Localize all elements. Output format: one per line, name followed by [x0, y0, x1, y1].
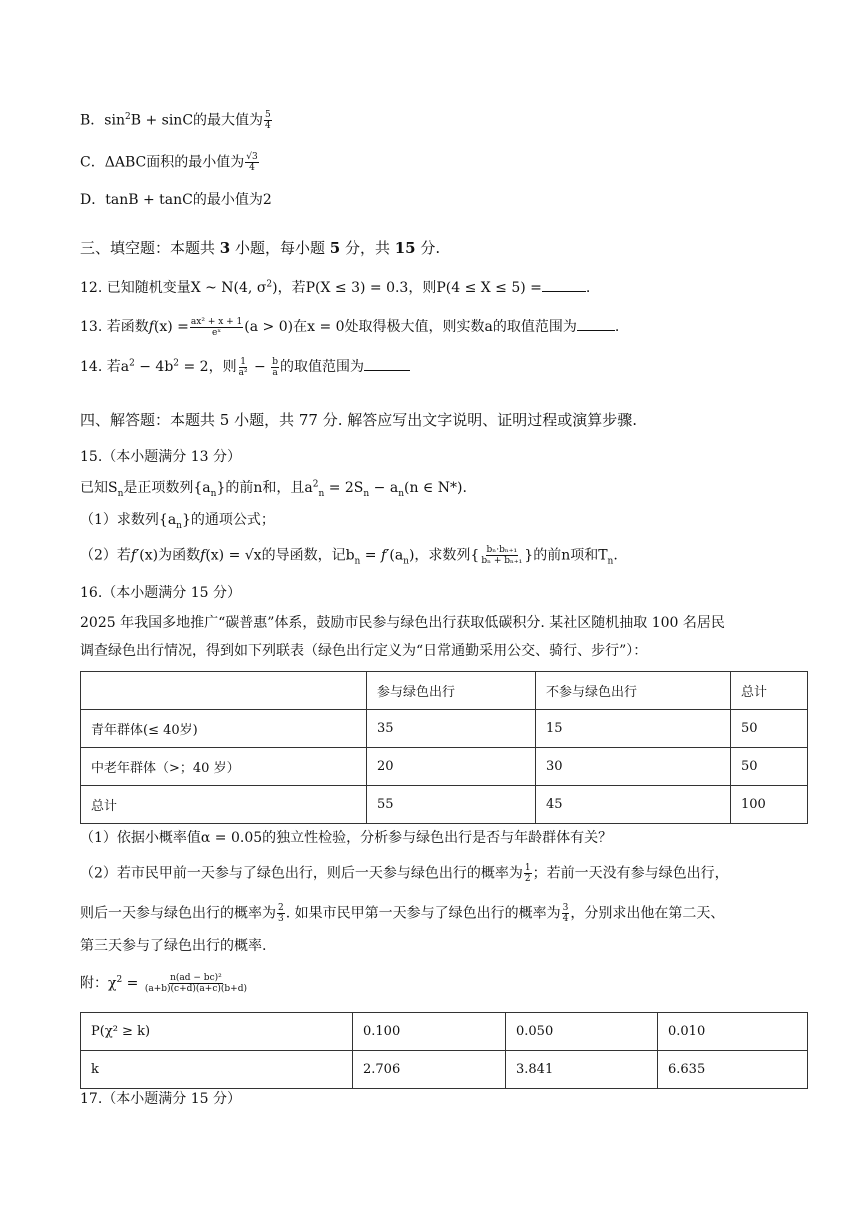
- critical-value-table: [80, 1012, 808, 1089]
- fraction-sqrt3-4: $\frac{√3}{4}$: [246, 152, 258, 173]
- section-3-heading: 三、填空题：本题共 3 小题，每小题 5 分，共 15 分.: [80, 239, 441, 257]
- table-row: [81, 1013, 808, 1051]
- table-cell: 35: [367, 710, 536, 748]
- fraction-sequence: $\frac{\text{bₙ·bₙ₊₁}}{\text{bₙ + bₙ₊₁}}$: [481, 545, 523, 566]
- table-header-row: [81, 672, 808, 710]
- table-row: [81, 748, 808, 786]
- table-cell: 0.100: [353, 1013, 506, 1051]
- table-cell: P(χ² ≥ k): [81, 1013, 353, 1051]
- option-d: D．tanB + tanC的最小值为2: [80, 192, 272, 208]
- table-cell: 55: [367, 786, 536, 824]
- question-12: 12. 已知随机变量X ~ N(4, $\sigma^2$)，若P(X ≤ 3) = 0.3，则P(4 ≤ X ≤ 5) = .: [80, 277, 590, 298]
- table-cell: 0.050: [506, 1013, 658, 1051]
- answer-blank[interactable]: [364, 356, 410, 371]
- fraction-2-3: $\frac{2}{3}$: [278, 903, 284, 924]
- table-cell: 30: [536, 748, 731, 786]
- option-c: C．ΔABC面积的最小值为 $\frac{√3}{4}$: [80, 152, 258, 173]
- question-15-title: 15.（本小题满分 13 分）: [80, 449, 241, 465]
- question-13: 13. 若函数f(x) = $\frac{\text{ax² + x + 1}}{\text{eˣ}}$ (a > 0)在x = 0处取得极大值，则实数a的取值范围为 .: [80, 316, 620, 338]
- question-16-intro-2: 调查绿色出行情况，得到如下列联表（绿色出行定义为“日常通勤采用公交、骑行、步行”）：: [80, 643, 648, 659]
- table-cell: 6.635: [658, 1051, 808, 1089]
- fraction-1-2: $\frac{1}{2}$: [524, 863, 531, 884]
- answer-blank[interactable]: [542, 277, 586, 292]
- table-cell: 0.010: [658, 1013, 808, 1051]
- table-header-cell: [81, 672, 367, 710]
- table-cell: 50: [731, 710, 808, 748]
- question-16-part-2-line-1: （2）若市民甲前一天参与了绿色出行，则后一天参与绿色出行的概率为 $\frac{1}{2}$ ；若前一天没有参与绿色出行，: [80, 863, 729, 884]
- question-16-title: 16.（本小题满分 15 分）: [80, 585, 241, 601]
- table-cell: 青年群体(≤ 40岁): [81, 710, 367, 748]
- question-16-intro-1: 2025 年我国多地推广“碳普惠”体系，鼓励市民参与绿色出行获取低碳积分. 某社区随机抽取 100 名居民: [80, 615, 725, 631]
- table-row: [81, 786, 808, 824]
- table-header-cell: 总计: [731, 672, 808, 710]
- question-15-part-1: （1）求数列$\{a_n\}$的通项公式；: [80, 512, 275, 531]
- fraction-3-4: $\frac{3}{4}$: [562, 903, 569, 924]
- question-16-part-2-line-2: 则后一天参与绿色出行的概率为 $\frac{2}{3}$ . 如果市民甲第一天参与了绿色出行的概率为 $\frac{3}{4}$ ，分别求出他在第二天、: [80, 903, 725, 924]
- table-header-cell: 不参与绿色出行: [536, 672, 731, 710]
- table-cell: 总计: [81, 786, 367, 824]
- table-cell: 100: [731, 786, 808, 824]
- table-cell: k: [81, 1051, 353, 1089]
- table-row: [81, 710, 808, 748]
- fraction-5-4: $\frac{5}{4}$: [265, 110, 271, 131]
- table-row: [81, 1051, 808, 1089]
- question-14: 14. 若$a^2 - 4b^2 = 2$，则 $\frac{1}{\text{a²}}$ − $\frac{b}{a}$ 的取值范围为: [80, 356, 410, 378]
- table-cell: 3.841: [506, 1051, 658, 1089]
- question-16-part-2-line-3: 第三天参与了绿色出行的概率.: [80, 938, 267, 954]
- answer-blank[interactable]: [577, 316, 615, 331]
- question-16-part-1: （1）依据小概率值α = 0.05的独立性检验，分析参与绿色出行是否与年龄群体有关？: [80, 830, 613, 846]
- fraction-function: $\frac{\text{ax² + x + 1}}{\text{eˣ}}$: [190, 316, 243, 338]
- question-17-title: 17.（本小题满分 15 分）: [80, 1091, 241, 1107]
- table-cell: 45: [536, 786, 731, 824]
- fraction-chi-square: $\frac{\text{n(ad − bc)²}}{(a+b)(c+d)(a+c)(b+d)}$: [144, 973, 247, 994]
- fraction-b-a: $\frac{b}{a}$: [272, 356, 278, 378]
- table-cell: 2.706: [353, 1051, 506, 1089]
- contingency-table: [80, 671, 808, 824]
- table-header-cell: 参与绿色出行: [367, 672, 536, 710]
- section-4-heading: 四、解答题：本题共 5 小题，共 77 分. 解答应写出文字说明、证明过程或演算步骤.: [80, 411, 638, 429]
- table-cell: 20: [367, 748, 536, 786]
- table-cell: 中老年群体（>；40 岁）: [81, 748, 367, 786]
- table-cell: 15: [536, 710, 731, 748]
- table-cell: 50: [731, 748, 808, 786]
- question-15-stem: 已知$S_n$是正项数列$\{a_n\}$的前n和，且$a^2_n = 2S_n - a_n(n$ ∈ N*).: [80, 479, 467, 499]
- fraction-1-a2: $\frac{1}{\text{a²}}$: [238, 356, 248, 378]
- option-b: B．$\sin^2B + \sin C$的最大值为 $\frac{5}{4}$: [80, 110, 271, 131]
- chi-square-formula: 附：$\chi^2$ = $\frac{\text{n(ad − bc)²}}{(a+b)(c+d)(a+c)(b+d)}$: [80, 973, 247, 994]
- question-15-part-2: （2）若f′(x)为函数f(x) = √x的导函数，记$b_n = f'(a_n)$，求数列{ $\frac{\text{bₙ·bₙ₊₁}}{\text{bₙ + bₙ₊₁}}$ }的前n项和$T_n$.: [80, 545, 618, 567]
